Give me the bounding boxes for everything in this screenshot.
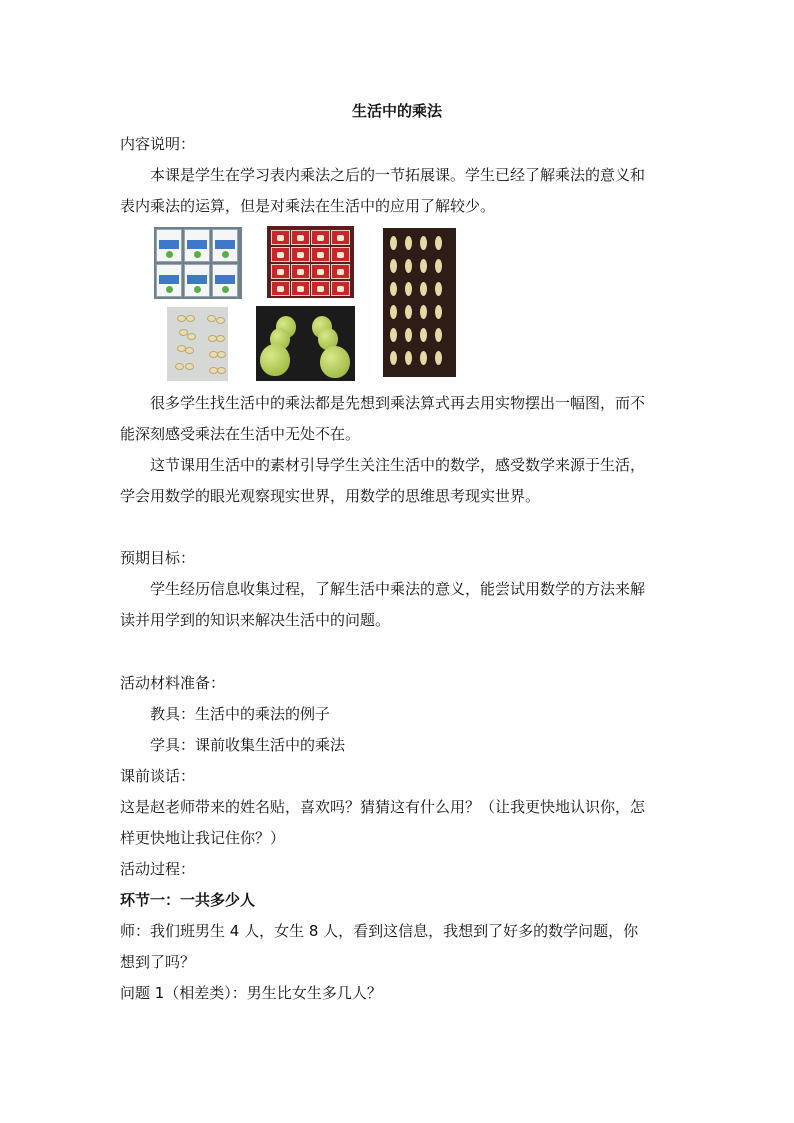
milk-cartons-photo — [154, 227, 242, 299]
materials-student: 学具：课前收集生活中的乘法 — [150, 736, 346, 754]
intro-paragraph-1-line-2: 表内乘法的运算，但是对乘法在生活中的应用了解较少。 — [120, 197, 496, 215]
content-heading: 内容说明： — [120, 135, 196, 153]
pretalk-heading: 课前谈话： — [120, 767, 196, 785]
intro-paragraph-2-line-2: 能深刻感受乘法在生活中无处不在。 — [120, 425, 361, 443]
step-1-line-2: 想到了吗？ — [120, 953, 196, 971]
intro-paragraph-1-line-1: 本课是学生在学习表内乘法之后的一节拓展课。学生已经了解乘法的意义和 — [150, 166, 646, 184]
process-heading: 活动过程： — [120, 860, 196, 878]
intro-paragraph-2-line-1: 很多学生找生活中的乘法都是先想到乘法算式再去用实物摆出一幅图，而不 — [150, 394, 646, 412]
materials-teacher: 教具：生活中的乘法的例子 — [150, 705, 331, 723]
pretalk-line-1: 这是赵老师带来的姓名贴，喜欢吗？猜猜这有什么用？（让我更快地认识你，怎 — [120, 798, 646, 816]
intro-paragraph-3-line-2: 学会用数学的眼光观察现实世界，用数学的思维思考现实世界。 — [120, 487, 541, 505]
goal-line-1: 学生经历信息收集过程，了解生活中乘法的意义，能尝试用数学的方法来解 — [150, 580, 646, 598]
step-1-line-1: 师：我们班男生 4 人，女生 8 人，看到这信息，我想到了好多的数学问题，你 — [120, 922, 639, 940]
materials-heading: 活动材料准备： — [120, 674, 226, 692]
seeds-on-board-photo — [383, 228, 456, 377]
pretalk-line-2: 样更快地让我记住你？） — [120, 829, 286, 847]
red-boxes-photo — [267, 226, 354, 298]
step-1-heading: 环节一：一共多少人 — [120, 891, 256, 909]
goal-heading: 预期目标： — [120, 549, 196, 567]
question-1: 问题 1（相差类）：男生比女生多几人？ — [120, 984, 382, 1002]
goal-line-2: 读并用学到的知识来解决生活中的问题。 — [120, 611, 391, 629]
intro-paragraph-3-line-1: 这节课用生活中的素材引导学生关注生活中的数学，感受数学来源于生活， — [150, 456, 646, 474]
pears-photo — [256, 306, 355, 381]
document-title: 生活中的乘法 — [351, 102, 442, 120]
beans-photo — [167, 307, 228, 381]
